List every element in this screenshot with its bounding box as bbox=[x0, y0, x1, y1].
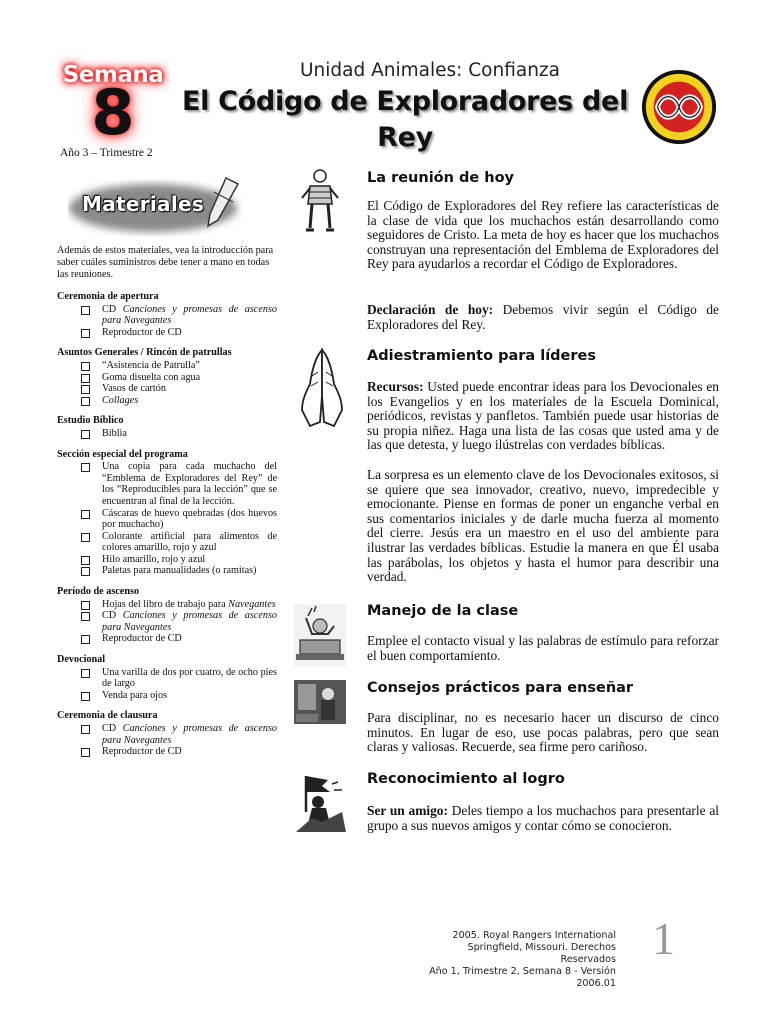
materials-section-title: Estudio Bíblico bbox=[57, 415, 124, 427]
materials-item-text: Venda para ojos bbox=[102, 689, 168, 701]
year-term: Año 3 – Trimestre 2 bbox=[60, 147, 153, 159]
materials-section bbox=[57, 586, 277, 645]
materials-item bbox=[57, 723, 277, 746]
materials-item-title: Canciones y promesas de ascenso para Navegantes bbox=[102, 303, 278, 327]
materials-section-title: Asuntos Generales / Rincón de patrullas bbox=[57, 347, 232, 359]
materials-item bbox=[57, 667, 277, 690]
materials-item-text: Reproductor de CD bbox=[102, 633, 182, 645]
week-label: Semana bbox=[62, 62, 164, 88]
materials-items bbox=[57, 667, 277, 702]
materials-items bbox=[57, 461, 277, 577]
materials-item bbox=[57, 531, 277, 554]
materials-item bbox=[57, 383, 277, 395]
materials-item-text: Vasos de cartón bbox=[102, 383, 166, 395]
materials-item bbox=[57, 304, 277, 327]
materials-items bbox=[57, 599, 277, 645]
materials-item-text: Hilo amarillo, rojo y azul bbox=[102, 553, 206, 565]
declaration-label: Declaración de hoy: bbox=[367, 302, 494, 317]
materials-item-text: Una varilla de dos por cuatro, de ocho pies de largo bbox=[102, 666, 277, 690]
materials-item-text: Hojas del libro de trabajo para bbox=[102, 598, 229, 610]
materials-item-text: Colorante artificial para alimentos de colores amarillo, rojo y azul bbox=[102, 530, 277, 554]
reconocimiento-paragraph bbox=[367, 804, 719, 833]
materials-item-text: Cáscaras de huevo quebradas (dos huevos por muchacho) bbox=[102, 507, 277, 531]
amigo-text: Deles tiempo a los muchachos para presentarle al grupo a sus nuevos amigos y contar cómo se conocieron. bbox=[367, 803, 719, 833]
unit-title: Unidad Animales: Confianza bbox=[300, 60, 560, 81]
materials-item-text: “Asistencia de Patrulla” bbox=[102, 359, 200, 371]
footer-version: Año 1, Trimestre 2, Semana 8 - Versión 2006.01 bbox=[429, 966, 616, 989]
section-title-reconocimiento: Reconocimiento al logro bbox=[367, 771, 565, 787]
materials-section bbox=[57, 654, 277, 701]
materials-item bbox=[57, 690, 277, 702]
materials-item bbox=[57, 554, 277, 566]
section-title-reunion: La reunión de hoy bbox=[367, 170, 515, 186]
materials-item-title: Collages bbox=[102, 394, 139, 406]
materials-intro: Además de estos materiales, vea la introducción para saber cuáles suministros debe tener a mano en todas las reuniones. bbox=[57, 245, 274, 280]
materials-section bbox=[57, 347, 277, 406]
footer-copyright: 2005. Royal Rangers International bbox=[452, 930, 616, 941]
materials-item-text: Goma disuelta con agua bbox=[102, 371, 201, 383]
materials-item-title: Canciones y promesas de ascenso para Navegantes bbox=[102, 610, 278, 633]
teaching-photo-icon bbox=[294, 680, 346, 724]
materials-item bbox=[57, 327, 277, 339]
materials-items bbox=[57, 360, 277, 406]
materials-item-text: Reproductor de CD bbox=[102, 326, 182, 338]
section-title-consejos: Consejos prácticos para enseñar bbox=[367, 680, 634, 696]
week-badge bbox=[58, 62, 168, 149]
consejos-paragraph: Para disciplinar, no es necesario hacer un discurso de cinco minutos. En lugar de eso, use pocas palabras, pero que sean claras y valiosas. Recuerde, sea firme pero cariñoso. bbox=[367, 710, 719, 755]
materials-item bbox=[57, 461, 277, 507]
boy-explorer-icon bbox=[296, 168, 344, 234]
materials-section-title: Ceremonia de clausura bbox=[57, 710, 158, 722]
materials-item-text: CD bbox=[102, 303, 123, 315]
materials-item-text: Paletas para manualidades (o ramitas) bbox=[102, 565, 257, 577]
materials-section bbox=[57, 449, 277, 578]
adiestramiento-recursos bbox=[367, 380, 719, 453]
materials-item bbox=[57, 395, 277, 407]
materials-section-title: Ceremonia de apertura bbox=[57, 291, 159, 302]
materials-section bbox=[57, 291, 277, 338]
materials-item bbox=[57, 633, 277, 645]
lesson-title: El Código de Exploradores del Rey bbox=[181, 86, 629, 153]
materials-items bbox=[57, 428, 277, 440]
materials-section-title: Período de ascenso bbox=[57, 586, 140, 598]
recursos-label: Recursos: bbox=[367, 379, 424, 394]
materials-section bbox=[57, 415, 277, 439]
materials-items bbox=[57, 304, 277, 339]
materials-section-title: Sección especial del programa bbox=[57, 448, 188, 460]
materials-item bbox=[57, 372, 277, 384]
declaration-text: Debemos vivir según el Código de Exploradores del Rey. bbox=[367, 302, 719, 332]
materials-item-title: Canciones y promesas de ascenso para Navegantes bbox=[102, 723, 278, 746]
materials-item bbox=[57, 428, 277, 440]
materials-item bbox=[57, 508, 277, 531]
page-number: 1 bbox=[652, 913, 675, 964]
footer bbox=[410, 930, 616, 990]
materials-item bbox=[57, 746, 277, 758]
recursos-text: Usted puede encontrar ideas para los Devocionales en los Evangelios y en los materiales de la Escuela Dominical, periódicos, revistas y panfletos. También puede usar historias de su propia niñez. Haga una lista de las cosas que usted ama y de las que detesta, y luego ilústrelas con verdades bíblicas. bbox=[367, 379, 719, 453]
materials-item-title: Navegantes bbox=[228, 598, 276, 610]
materials-item bbox=[57, 565, 277, 577]
kings-explorers-emblem-icon bbox=[640, 68, 718, 146]
adiestramiento-paragraph: La sorpresa es un elemento clave de los Devocionales exitosos, si se quiere que sea innovador, creativo, nuevo, impredecible y emocionante. Piense en formas de poner un enganche verbal en sus comentarios iniciales y de darle mucha fuerza al momento del cierre. Jesús era un maestro en el uso del ambiente para ilustrar las verdades bíblicas. Estudie la manera en que Él usaba las parábolas, los objetos y hasta el humor para describir una verdad. bbox=[367, 467, 719, 585]
materials-item-text: CD bbox=[102, 723, 123, 734]
materials-item-text: Biblia bbox=[102, 427, 127, 439]
materials-item bbox=[57, 360, 277, 372]
amigo-label: Ser un amigo: bbox=[367, 803, 448, 818]
materials-section-title: Devocional bbox=[57, 654, 106, 666]
reunion-paragraph: El Código de Exploradores del Rey refiere las características de la clase de vida que los muchachos están desarrollando como seguidores de Cristo. La meta de hoy es hacer que los muchachos construyan una representación del Emblema de Exploradores del Rey para ayudarlos a recordar el Código de Exploradores. bbox=[367, 198, 719, 272]
manejo-paragraph: Emplee el contacto visual y las palabras de estímulo para reforzar el buen comportamiento. bbox=[367, 633, 719, 663]
victory-flag-icon bbox=[292, 772, 348, 834]
reunion-declaration bbox=[367, 303, 719, 332]
footer-rights: Springfield, Missouri. Derechos Reservados bbox=[467, 942, 616, 965]
materials-items bbox=[57, 723, 277, 758]
materials-section bbox=[57, 710, 277, 757]
materials-item-text: Reproductor de CD bbox=[102, 746, 182, 758]
praying-hands-icon bbox=[296, 346, 346, 430]
teacher-podium-icon bbox=[294, 604, 346, 666]
materials-item-text: CD bbox=[102, 610, 123, 622]
week-number: 8 bbox=[91, 76, 135, 149]
materials-item bbox=[57, 599, 277, 611]
materials-label: Materiales bbox=[82, 192, 205, 216]
section-title-manejo: Manejo de la clase bbox=[367, 603, 519, 619]
materials-item bbox=[57, 610, 277, 633]
materials-item-text: Una copia para cada muchacho del “Emblema de Exploradores del Rey” de los “Reproducibles para la lección” que se encuentran al final de la lección. bbox=[102, 461, 277, 507]
materials-list bbox=[57, 291, 277, 767]
section-title-adiestramiento: Adiestramiento para líderes bbox=[367, 348, 596, 364]
